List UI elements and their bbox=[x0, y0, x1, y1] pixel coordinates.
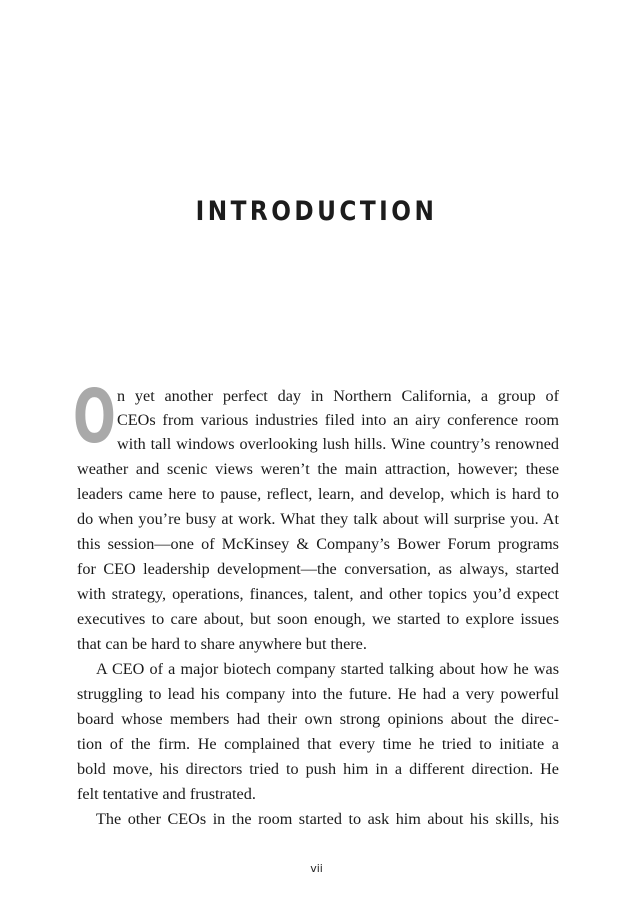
text-line: struggling to lead his company into the future. He had a very powerful bbox=[77, 685, 559, 703]
text-line: do when you’re busy at work. What they talk about will surprise you. At bbox=[77, 510, 559, 528]
text-line: n yet another perfect day in Northern California, a group of bbox=[117, 387, 559, 405]
text-line: tion of the firm. He complained that every time he tried to initiate a bbox=[77, 735, 559, 753]
text-line: bold move, his directors tried to push him in a different direction. He bbox=[77, 760, 559, 778]
chapter-title: INTRODUCTION bbox=[195, 196, 438, 227]
text-line: with tall windows overlooking lush hills. Wine country’s renowned bbox=[117, 435, 559, 453]
text-line: A CEO of a major biotech company started talking about how he was bbox=[96, 660, 559, 678]
text-line: executives to care about, but soon enough, we started to explore issues bbox=[77, 610, 559, 628]
text-line: with strategy, operations, finances, talent, and other topics you’d expect bbox=[77, 585, 559, 603]
text-line: felt tentative and frustrated. bbox=[77, 785, 256, 803]
text-line: leaders came here to pause, reflect, learn, and develop, which is hard to bbox=[77, 485, 559, 503]
drop-cap: O bbox=[73, 374, 116, 460]
text-line: The other CEOs in the room started to ask him about his skills, his bbox=[96, 810, 559, 828]
page-number: vii bbox=[310, 862, 323, 875]
text-line: this session—one of McKinsey & Company’s Bower Forum programs bbox=[77, 535, 559, 553]
text-line: board whose members had their own strong opinions about the direc- bbox=[77, 710, 559, 728]
text-line: weather and scenic views weren’t the main attraction, however; these bbox=[77, 460, 559, 478]
text-line: that can be hard to share anywhere but there. bbox=[77, 635, 367, 653]
text-line: for CEO leadership development—the conversation, as always, started bbox=[77, 560, 559, 578]
text-line: CEOs from various industries filed into an airy conference room bbox=[117, 411, 559, 429]
